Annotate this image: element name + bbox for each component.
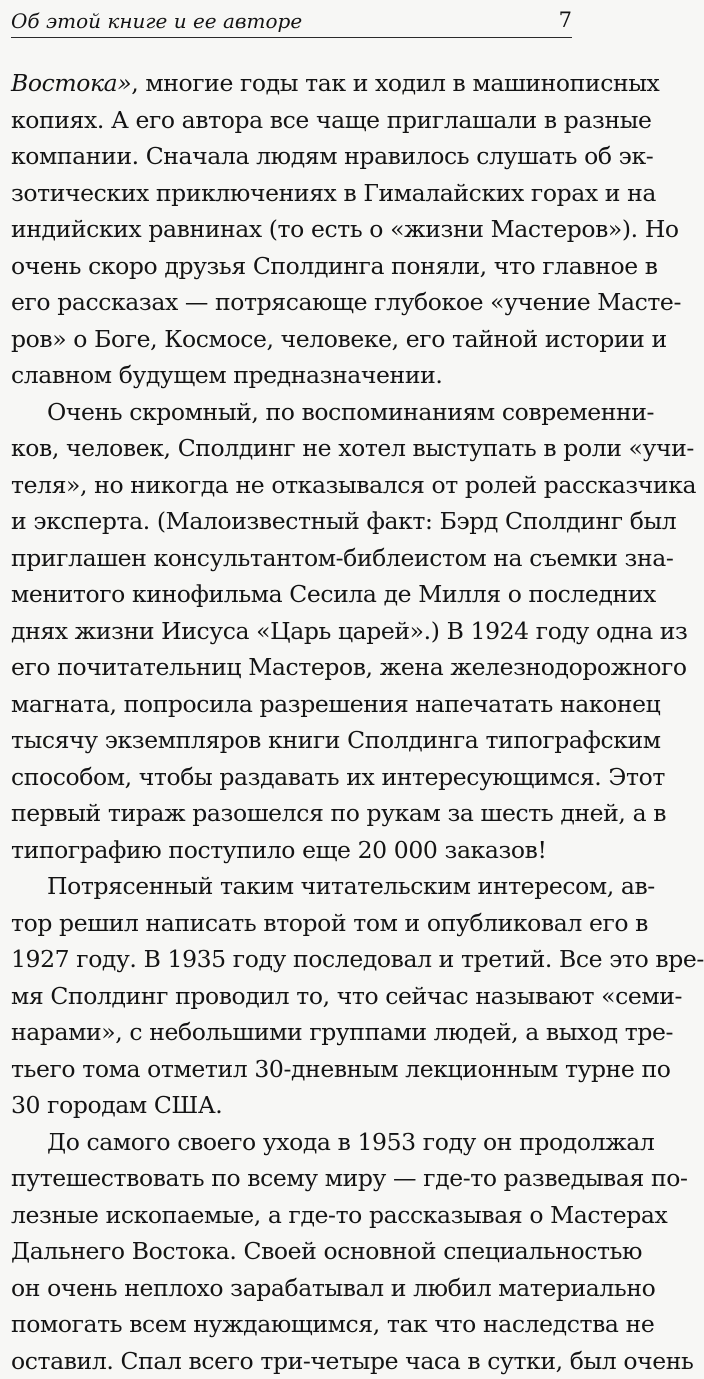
text-line <box>11 868 575 905</box>
line-text: оставил. Спал всего три-четыре часа в сутки, был очень <box>11 1347 693 1375</box>
text-line <box>11 1197 575 1234</box>
line-text: зотических приключениях в Гималайских горах и на <box>11 179 656 207</box>
text-line <box>11 248 575 285</box>
text-line <box>11 394 575 431</box>
text-line <box>11 467 575 504</box>
line-text: днях жизни Иисуса «Царь царей».) В 1924 году одна из <box>11 617 687 645</box>
line-text: теля», но никогда не отказывался от ролей рассказчика <box>11 471 696 499</box>
line-text: , многие годы так и ходил в машинописных <box>131 69 659 97</box>
line-text: магната, попросила разрешения напечатать наконец <box>11 690 660 718</box>
line-text: копиях. А его автора все чаще приглашали в разные <box>11 106 652 134</box>
line-text: первый тираж разошелся по рукам за шесть дней, а в <box>11 799 666 827</box>
line-text: ков, человек, Сполдинг не хотел выступать в роли «учи- <box>11 434 694 462</box>
line-text: До самого своего ухода в 1953 году он продолжал <box>47 1128 654 1156</box>
text-line <box>11 1124 575 1161</box>
text-line <box>11 576 575 613</box>
line-text: типографию поступило еще 20 000 заказов! <box>11 836 547 864</box>
text-line <box>11 978 575 1015</box>
text-line <box>11 175 575 212</box>
line-text: ров» о Боге, Космосе, человеке, его тайной истории и <box>11 325 667 353</box>
line-text: тьего тома отметил 30-дневным лекционным турне по <box>11 1055 671 1083</box>
line-text: славном будущем предназначении. <box>11 361 442 389</box>
text-line <box>11 430 575 467</box>
line-text: очень скоро друзья Сполдинга поняли, что главное в <box>11 252 658 280</box>
running-title: Об этой книге и ее авторе <box>11 9 302 33</box>
text-line <box>11 1160 575 1197</box>
text-line <box>11 357 575 394</box>
text-line <box>11 65 575 102</box>
page-number: 7 <box>559 8 572 32</box>
line-text: 30 городам США. <box>11 1091 222 1119</box>
line-text: Потрясенный таким читательским интересом, ав- <box>47 872 655 900</box>
text-line <box>11 795 575 832</box>
text-line <box>11 941 575 978</box>
text-line <box>11 321 575 358</box>
text-line <box>11 759 575 796</box>
text-line <box>11 1051 575 1088</box>
text-line <box>11 1343 575 1379</box>
line-text: лезные ископаемые, а где-то рассказывая о Мастерах <box>11 1201 667 1229</box>
body-text <box>11 65 575 1379</box>
line-text: индийских равнинах (то есть о «жизни Мастеров»). Но <box>11 215 679 243</box>
line-text: тор решил написать второй том и опубликовал его в <box>11 909 648 937</box>
line-text: он очень неплохо зарабатывал и любил материально <box>11 1274 655 1302</box>
text-line <box>11 1014 575 1051</box>
text-line <box>11 138 575 175</box>
text-line <box>11 832 575 869</box>
italic-title-fragment: Востока» <box>11 69 131 97</box>
line-text: приглашен консультантом-библеистом на съемки зна- <box>11 544 673 572</box>
running-header <box>11 3 572 38</box>
text-line <box>11 503 575 540</box>
line-text: менитого кинофильма Сесила де Милля о последних <box>11 580 656 608</box>
text-line <box>11 1233 575 1270</box>
line-text: Дальнего Востока. Своей основной специальностью <box>11 1237 642 1265</box>
text-line <box>11 1270 575 1307</box>
text-line <box>11 1087 575 1124</box>
text-line <box>11 686 575 723</box>
text-line <box>11 722 575 759</box>
line-text: путешествовать по всему миру — где-то разведывая по- <box>11 1164 688 1192</box>
text-line <box>11 613 575 650</box>
line-text: тысячу экземпляров книги Сполдинга типографским <box>11 726 661 754</box>
line-text: мя Сполдинг проводил то, что сейчас называют «семи- <box>11 982 682 1010</box>
line-text: нарами», с небольшими группами людей, а выход тре- <box>11 1018 673 1046</box>
text-line <box>11 649 575 686</box>
line-text: его рассказах — потрясающе глубокое «учение Мастe- <box>11 288 681 316</box>
text-line <box>11 211 575 248</box>
line-text: способом, чтобы раздавать их интересующимся. Этот <box>11 763 665 791</box>
line-text: помогать всем нуждающимся, так что наследства не <box>11 1310 654 1338</box>
line-text: компании. Сначала людям нравилось слушать об эк- <box>11 142 653 170</box>
line-text: 1927 году. В 1935 году последовал и третий. Все это вре- <box>11 945 704 973</box>
text-line <box>11 102 575 139</box>
line-text: его почитательниц Мастеров, жена железнодорожного <box>11 653 687 681</box>
line-text: Очень скромный, по воспоминаниям современни- <box>47 398 654 426</box>
text-line <box>11 1306 575 1343</box>
text-line <box>11 284 575 321</box>
line-text: и эксперта. (Малоизвестный факт: Бэрд Сполдинг был <box>11 507 676 535</box>
text-line <box>11 905 575 942</box>
text-line <box>11 540 575 577</box>
